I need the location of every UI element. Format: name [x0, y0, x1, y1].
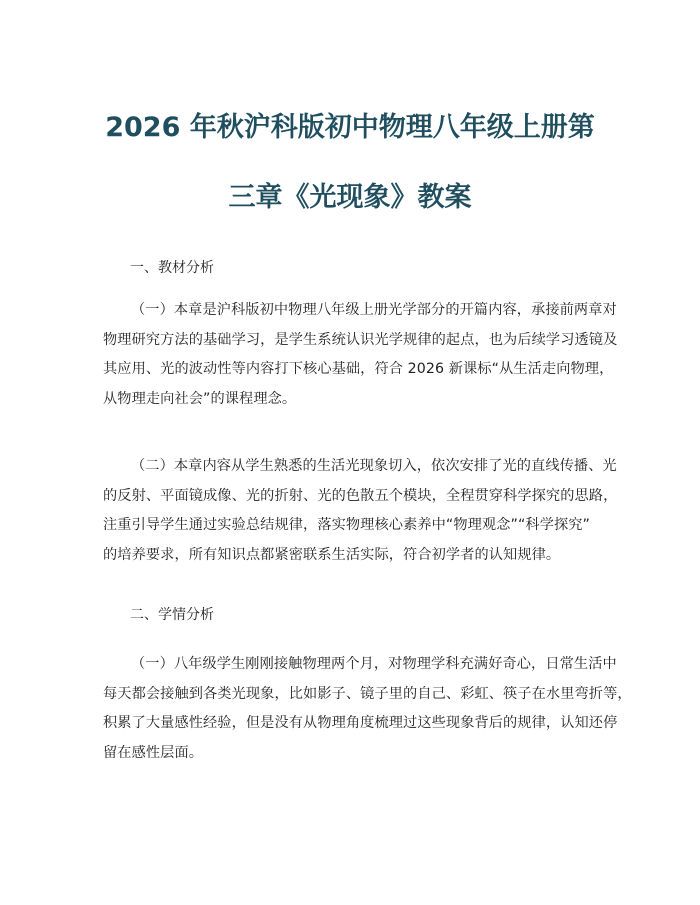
paragraph-line: 其应用、光的波动性等内容打下核心基础，符合 2026 新课标“从生活走向物理，: [103, 361, 614, 377]
document-title-line-2: 三章《光现象》教案: [228, 182, 472, 213]
paragraph-line: 注重引导学生通过实验总结规律，落实物理核心素养中“物理观念”“科学探究”: [103, 517, 591, 533]
paragraph-line: （二）本章内容从学生熟悉的生活光现象切入，依次安排了光的直线传播、光: [131, 458, 617, 474]
paragraph-line: 的反射、平面镜成像、光的折射、光的色散五个模块，全程贯穿科学探究的思路，: [103, 487, 618, 504]
section-heading-student-analysis: 二、学情分析: [130, 607, 214, 623]
document-title-line-1: 2026 年秋沪科版初中物理八年级上册第: [105, 112, 595, 143]
paragraph-line: 物理研究方法的基础学习，是学生系统认识光学规律的起点，也为后续学习透镜及: [103, 331, 618, 348]
paragraph-textbook-analysis-1: [103, 296, 618, 414]
paragraph-line: （一）八年级学生刚刚接触物理两个月，对物理学科充满好奇心，日常生活中: [131, 656, 617, 672]
paragraph-line: 每天都会接触到各类光现象，比如影子、镜子里的自己、彩虹、筷子在水里弯折等，: [103, 685, 632, 702]
paragraph-line: 从物理走向社会”的课程理念。: [103, 390, 297, 407]
paragraph-textbook-analysis-2: [103, 452, 618, 570]
paragraph-student-analysis-1: [103, 650, 632, 768]
paragraph-line: 留在感性层面。: [103, 744, 204, 761]
section-heading-textbook-analysis: 一、教材分析: [130, 260, 214, 276]
paragraph-line: 积累了大量感性经验，但是没有从物理角度梳理过这些现象背后的规律，认知还停: [103, 715, 618, 731]
paragraph-line: 的培养要求，所有知识点都紧密联系生活实际，符合初学者的认知规律。: [103, 546, 561, 563]
paragraph-line: （一）本章是沪科版初中物理八年级上册光学部分的开篇内容，承接前两章对: [131, 302, 617, 318]
